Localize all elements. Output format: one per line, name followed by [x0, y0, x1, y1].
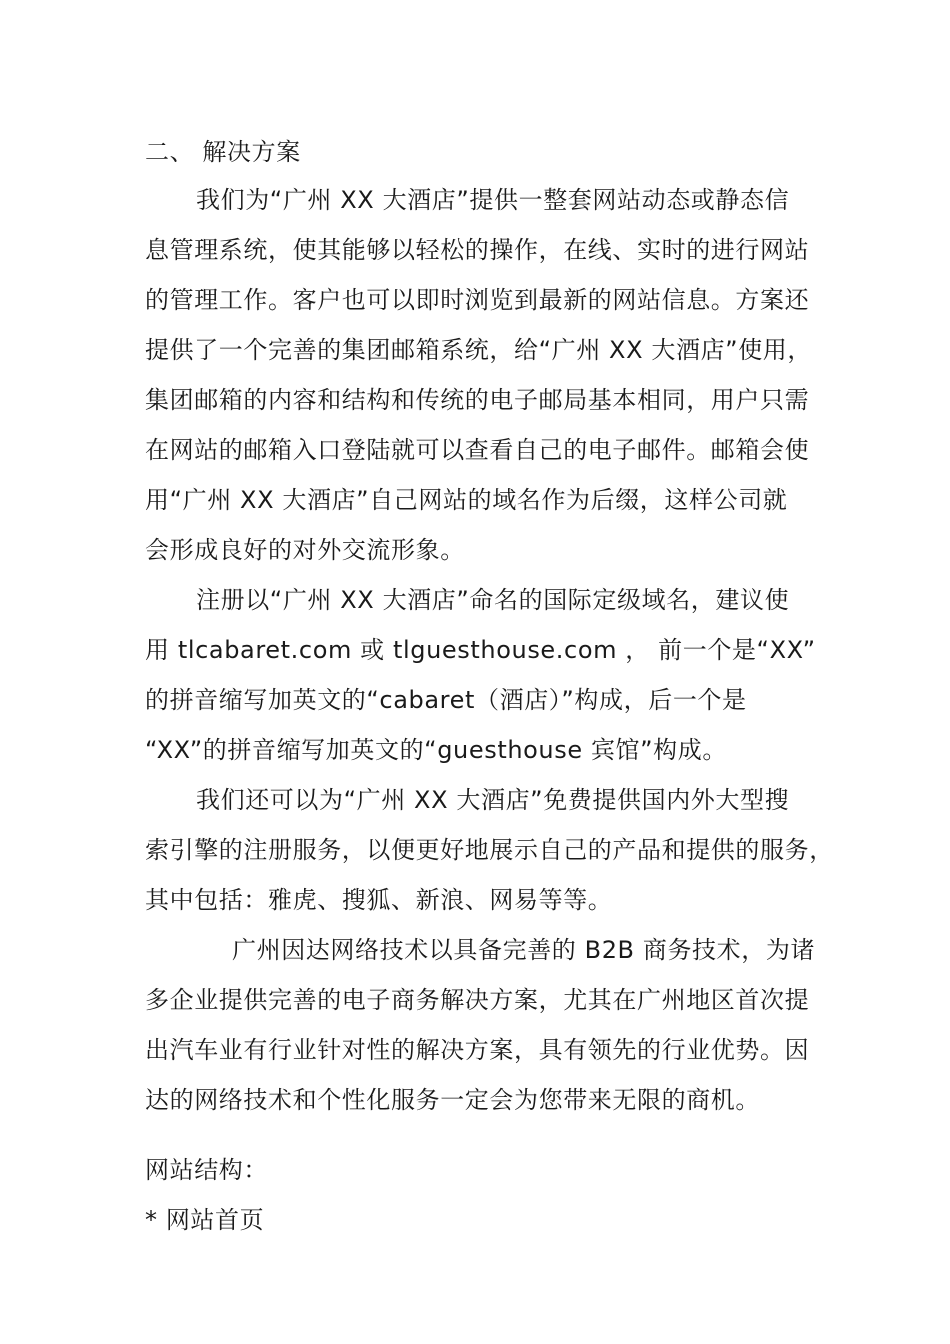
paragraph-1-line-7: 用“广州 XX 大酒店”自己网站的域名作为后缀，这样公司就: [145, 486, 788, 514]
paragraph-4-line-1: 广州因达网络技术以具备完善的 B2B 商务技术，为诸: [232, 936, 816, 964]
paragraph-3-line-2: 索引擎的注册服务，以便更好地展示自己的产品和提供的服务，: [145, 836, 834, 864]
site-structure-title: 网站结构：: [145, 1156, 268, 1184]
paragraph-4-line-2: 多企业提供完善的电子商务解决方案，尤其在广州地区首次提: [145, 986, 810, 1014]
paragraph-1-line-2: 息管理系统，使其能够以轻松的操作，在线、实时的进行网站: [145, 236, 810, 264]
paragraph-1-line-1: 我们为“广州 XX 大酒店”提供一整套网站动态或静态信: [196, 186, 790, 214]
site-structure-item-home: * 网站首页: [145, 1206, 265, 1234]
paragraph-2-line-1: 注册以“广州 XX 大酒店”命名的国际定级域名，建议使: [196, 586, 790, 614]
paragraph-3-line-3: 其中包括：雅虎、搜狐、新浪、网易等等。: [145, 886, 613, 914]
paragraph-4-line-3: 出汽车业有行业针对性的解决方案，具有领先的行业优势。因: [145, 1036, 810, 1064]
paragraph-1-line-6: 在网站的邮箱入口登陆就可以查看自己的电子邮件。邮箱会使: [145, 436, 810, 464]
paragraph-1-line-3: 的管理工作。客户也可以即时浏览到最新的网站信息。方案还: [145, 286, 810, 314]
section-heading: 二、 解决方案: [145, 138, 301, 166]
paragraph-2-line-4: “XX”的拼音缩写加英文的“guesthouse 宾馆”构成。: [145, 736, 727, 764]
paragraph-1-line-4: 提供了一个完善的集团邮箱系统，给“广州 XX 大酒店”使用，: [145, 336, 813, 364]
paragraph-1-line-8: 会形成良好的对外交流形象。: [145, 536, 465, 564]
paragraph-4-line-4: 达的网络技术和个性化服务一定会为您带来无限的商机。: [145, 1086, 760, 1114]
paragraph-1-line-5: 集团邮箱的内容和结构和传统的电子邮局基本相同，用户只需: [145, 386, 810, 414]
paragraph-2-line-3: 的拼音缩写加英文的“cabaret（酒店）”构成，后一个是: [145, 686, 747, 714]
paragraph-3-line-1: 我们还可以为“广州 XX 大酒店”免费提供国内外大型搜: [196, 786, 790, 814]
paragraph-2-line-2: 用 tlcabaret.com 或 tlguesthouse.com ， 前一个是“XX”: [145, 636, 816, 664]
